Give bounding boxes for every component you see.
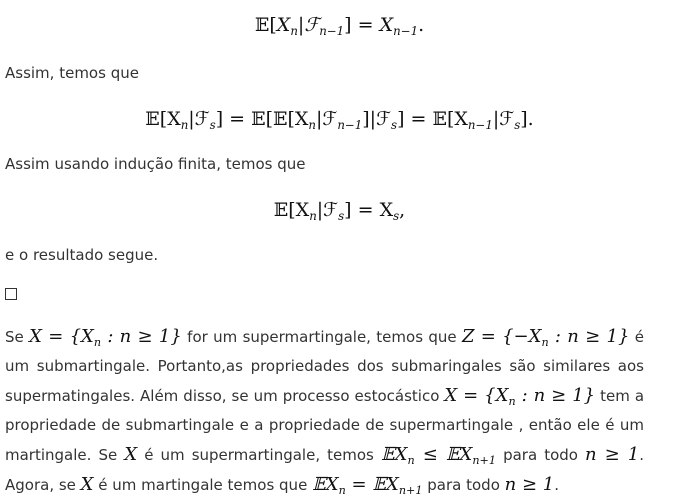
eq1-x-sub: n [290, 24, 298, 39]
eq2-part: |ℱ [316, 108, 338, 130]
paragraph-line: um submartingale. Portanto,as propriedades dos submaringales são similares aos [5, 357, 644, 375]
eq2-sub: n−1 [467, 118, 493, 133]
eq3-sub: s [393, 209, 400, 224]
math-sub: n [541, 335, 549, 349]
text-run: é um martingale temos que [93, 476, 313, 494]
math-run: n ≥ 1 [504, 474, 555, 495]
text-run: Se [5, 328, 30, 346]
eq2-sub: s [391, 118, 398, 133]
math-run: 𝔼X [312, 474, 339, 495]
eq2-part: ]|ℱ [362, 108, 392, 130]
math-sub: n+1 [472, 453, 496, 467]
math-run: Z = {−X [461, 326, 542, 347]
eq2-sub: n [308, 118, 316, 133]
paragraph-line [5, 381, 644, 411]
eq3-sub: s [338, 209, 345, 224]
text-resultado-segue: e o resultado segue. [5, 246, 159, 264]
equation-tower-property [0, 108, 679, 133]
text-run: para todo [496, 446, 586, 464]
eq3-sub: n [309, 209, 317, 224]
equation-result [0, 199, 679, 224]
eq3-part: |ℱ [316, 199, 339, 221]
eq1-expectation: 𝔼 [254, 14, 270, 36]
text-run: é [629, 328, 645, 346]
paragraph-line [5, 440, 644, 470]
math-sub: n+1 [398, 483, 423, 497]
text-run: . [554, 476, 559, 494]
eq2-part: |ℱ [188, 108, 210, 130]
eq2-sub: n [180, 118, 189, 133]
eq2-part: ] = 𝔼[X [397, 108, 468, 130]
math-run: = 𝔼X [345, 474, 399, 495]
paragraph-line [5, 322, 644, 352]
eq1-open-bracket: [ [269, 14, 277, 36]
text-run: é um supermartingale, temos [137, 446, 381, 464]
math-run: : n ≥ 1} [101, 326, 182, 347]
eq2-part: ]. [520, 108, 534, 130]
text-run: tem a [595, 387, 645, 405]
math-run: ≤ 𝔼X [414, 444, 473, 465]
math-sub: n [338, 483, 346, 497]
eq1-filtration-sub: n−1 [319, 24, 345, 39]
math-run: : n ≥ 1} [515, 385, 596, 406]
eq1-rhs-sub: n−1 [393, 24, 419, 39]
math-run: n ≥ 1 [585, 444, 640, 465]
text-run: para todo [422, 476, 505, 494]
eq2-part: ] = 𝔼[𝔼[X [215, 108, 309, 130]
text-run: Agora, se [5, 476, 81, 494]
math-sub: n [508, 394, 516, 408]
math-run: X [124, 444, 138, 465]
eq2-part: |ℱ [492, 108, 515, 130]
eq1-equals: = [357, 14, 374, 36]
eq2-sub: s [209, 118, 216, 133]
eq3-part: ] = X [344, 199, 394, 221]
qed-square-icon [5, 288, 17, 300]
math-run: X = {X [29, 326, 94, 347]
text-run: supermatingales. Além disso, se um processo estocástico [5, 387, 445, 405]
text-inducao-finita: Assim usando indução finita, temos que [5, 155, 306, 173]
paragraph-line [5, 470, 644, 500]
text-assim-temos: Assim, temos que [5, 64, 139, 82]
math-sub: n [93, 335, 102, 349]
equation-conditional-expectation [0, 14, 679, 39]
eq1-close-bracket: ] [344, 14, 352, 36]
paragraph-line: propriedade de submartingale e a propriedade de supermartingale , então ele é um [5, 416, 644, 434]
eq3-part: , [399, 199, 406, 221]
eq1-period: . [418, 14, 425, 36]
paragraph-supermartingale [5, 322, 644, 500]
eq1-bar: | [297, 14, 305, 36]
eq1-rhs-x: X [379, 14, 394, 36]
math-sub: n [407, 453, 415, 467]
text-run: martingale. Se [5, 446, 125, 464]
math-run: : n ≥ 1} [548, 326, 630, 347]
math-run: X [80, 474, 94, 495]
eq2-sub: n−1 [337, 118, 363, 133]
text-run: for um supermartingale, temos que [181, 328, 462, 346]
eq1-filtration: ℱ [304, 14, 320, 36]
math-run: X = {X [444, 385, 509, 406]
eq2-part: 𝔼[X [145, 108, 181, 130]
text-run: . [639, 446, 645, 464]
eq3-part: 𝔼[X [273, 199, 310, 221]
math-run: 𝔼X [380, 444, 408, 465]
eq1-x: X [276, 14, 291, 36]
eq2-sub: s [514, 118, 521, 133]
